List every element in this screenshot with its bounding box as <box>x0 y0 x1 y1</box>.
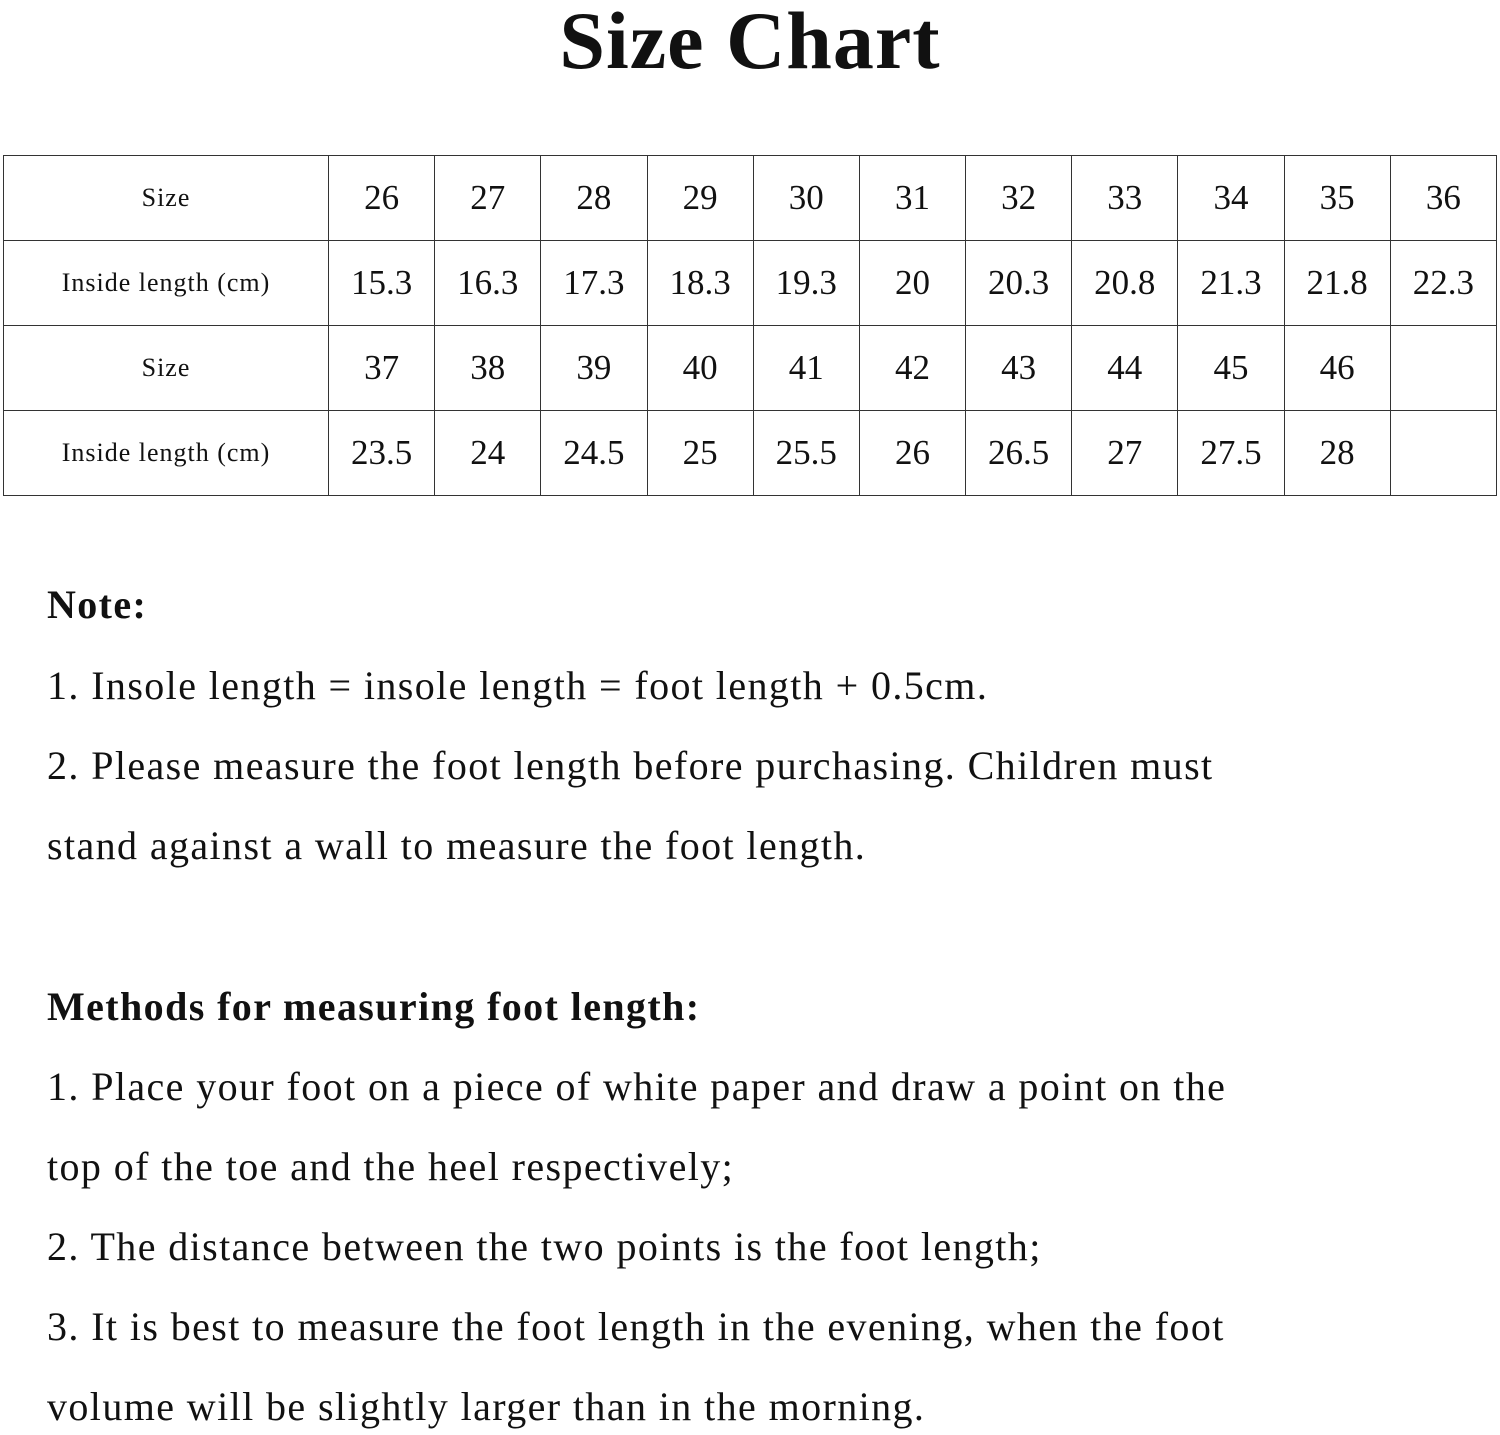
note-line-2a: 2. Please measure the foot length before purchasing. Children must <box>47 743 1214 788</box>
table-cell: 21.8 <box>1284 241 1390 326</box>
table-cell: 21.3 <box>1178 241 1284 326</box>
table-cell: 22.3 <box>1390 241 1496 326</box>
table-cell: 29 <box>647 156 753 241</box>
methods-line-3a: 3. It is best to measure the foot length in the evening, when the foot <box>47 1304 1225 1349</box>
size-table-body <box>4 156 1497 496</box>
table-row <box>4 241 1497 326</box>
table-cell: 23.5 <box>329 411 435 496</box>
size-table <box>3 155 1497 496</box>
table-cell: 15.3 <box>329 241 435 326</box>
page-title: Size Chart <box>559 0 941 86</box>
methods-line-1a: 1. Place your foot on a piece of white paper and draw a point on the <box>47 1064 1227 1109</box>
table-cell: 41 <box>753 326 859 411</box>
methods-line-3b: volume will be slightly larger than in the morning. <box>47 1384 926 1429</box>
table-cell: 37 <box>329 326 435 411</box>
row-label: Size <box>4 156 329 241</box>
table-cell <box>1390 411 1496 496</box>
table-cell: 44 <box>1072 326 1178 411</box>
table-cell: 42 <box>859 326 965 411</box>
table-cell: 38 <box>435 326 541 411</box>
methods-heading: Methods for measuring foot length: <box>47 984 701 1029</box>
table-cell: 20 <box>859 241 965 326</box>
table-cell: 24 <box>435 411 541 496</box>
table-cell: 40 <box>647 326 753 411</box>
table-cell: 28 <box>541 156 647 241</box>
row-label: Inside length (cm) <box>4 241 329 326</box>
table-cell: 33 <box>1072 156 1178 241</box>
table-cell: 17.3 <box>541 241 647 326</box>
table-cell: 25 <box>647 411 753 496</box>
table-cell: 36 <box>1390 156 1496 241</box>
table-cell: 26 <box>329 156 435 241</box>
methods-line-2: 2. The distance between the two points is the foot length; <box>47 1224 1042 1269</box>
table-cell: 20.3 <box>966 241 1072 326</box>
table-cell: 30 <box>753 156 859 241</box>
table-cell: 27.5 <box>1178 411 1284 496</box>
table-cell: 46 <box>1284 326 1390 411</box>
table-cell: 26.5 <box>966 411 1072 496</box>
table-cell: 43 <box>966 326 1072 411</box>
note-heading: Note: <box>47 582 148 627</box>
table-cell: 25.5 <box>753 411 859 496</box>
table-cell: 35 <box>1284 156 1390 241</box>
row-label: Size <box>4 326 329 411</box>
table-row <box>4 326 1497 411</box>
table-cell: 16.3 <box>435 241 541 326</box>
table-cell: 28 <box>1284 411 1390 496</box>
table-cell: 20.8 <box>1072 241 1178 326</box>
table-cell: 45 <box>1178 326 1284 411</box>
table-cell: 24.5 <box>541 411 647 496</box>
row-label: Inside length (cm) <box>4 411 329 496</box>
note-line-2b: stand against a wall to measure the foot length. <box>47 823 867 868</box>
table-cell: 19.3 <box>753 241 859 326</box>
table-cell <box>1390 326 1496 411</box>
table-cell: 26 <box>859 411 965 496</box>
table-cell: 27 <box>435 156 541 241</box>
table-cell: 34 <box>1178 156 1284 241</box>
table-cell: 27 <box>1072 411 1178 496</box>
note-line-1: 1. Insole length = insole length = foot length + 0.5cm. <box>47 663 989 708</box>
table-cell: 39 <box>541 326 647 411</box>
table-row <box>4 156 1497 241</box>
methods-line-1b: top of the toe and the heel respectively; <box>47 1144 735 1189</box>
table-cell: 31 <box>859 156 965 241</box>
table-cell: 18.3 <box>647 241 753 326</box>
table-cell: 32 <box>966 156 1072 241</box>
table-row <box>4 411 1497 496</box>
